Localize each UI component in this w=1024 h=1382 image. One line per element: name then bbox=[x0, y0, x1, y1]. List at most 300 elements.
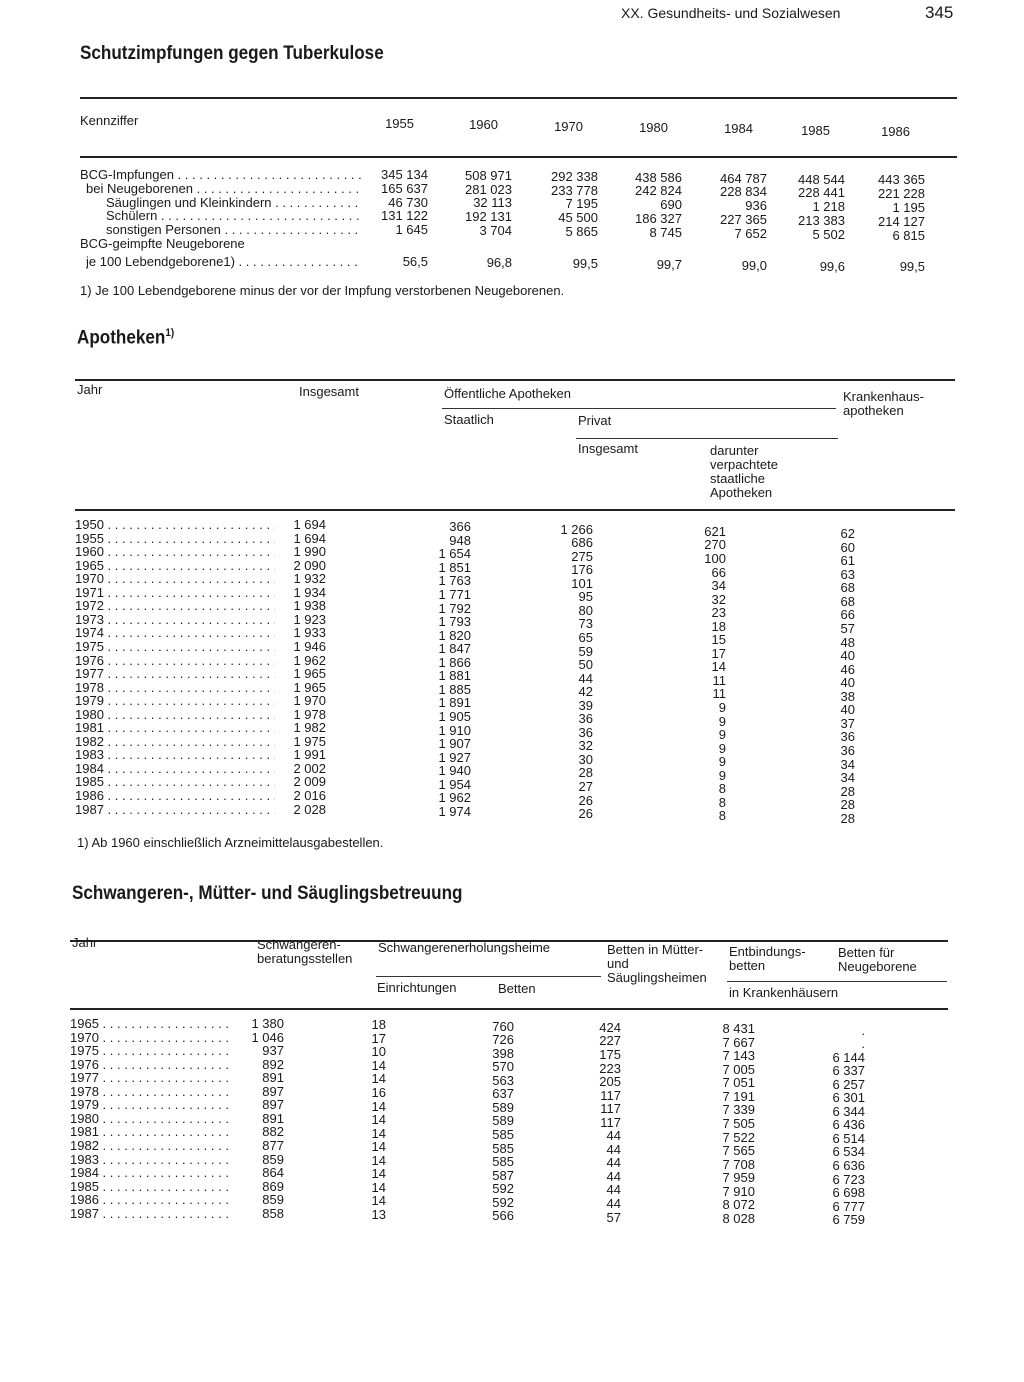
header-rule bbox=[576, 438, 838, 439]
column-header-neugeborene: Betten für Neugeborene bbox=[838, 945, 917, 974]
row-label: 1975 . . . bbox=[75, 640, 275, 654]
table-cell: 438 586 bbox=[635, 169, 682, 185]
table-cell: 14 bbox=[371, 1112, 386, 1128]
table-cell: 1 266 bbox=[560, 521, 593, 537]
column-header-oeffentliche: Öffentliche Apotheken bbox=[444, 386, 571, 401]
table-cell: 44 bbox=[606, 1196, 621, 1212]
table-cell: 1 763 bbox=[438, 573, 471, 589]
table-cell: 227 365 bbox=[720, 211, 767, 227]
table-cell: 14 bbox=[371, 1179, 386, 1195]
table-cell: 3 704 bbox=[479, 223, 512, 239]
table-cell: 8 028 bbox=[722, 1210, 755, 1226]
table-cell: 7 910 bbox=[722, 1183, 755, 1199]
table-cell: 99,5 bbox=[899, 259, 925, 275]
table-cell: 57 bbox=[840, 621, 855, 637]
table-cell: 66 bbox=[840, 607, 855, 623]
table-cell: 1 866 bbox=[438, 654, 471, 670]
table-cell: 40 bbox=[840, 648, 855, 664]
table-cell: 32 bbox=[711, 591, 726, 607]
row-label: 1979 . . . bbox=[70, 1098, 230, 1112]
table-cell: 99,6 bbox=[819, 258, 845, 274]
header-rule bbox=[442, 408, 836, 409]
table-cell: 165 637 bbox=[381, 180, 428, 196]
table-cell: 1 820 bbox=[438, 627, 471, 643]
row-label: 1984 . . . bbox=[70, 1166, 230, 1180]
table-cell: 891 bbox=[262, 1110, 284, 1126]
table-cell: 1 694 bbox=[293, 517, 326, 532]
table-cell: 68 bbox=[840, 593, 855, 609]
column-header-kennziffer: Kennziffer bbox=[80, 113, 139, 128]
row-label: 1984 . . . bbox=[75, 762, 275, 776]
column-header-einrichtungen: Einrichtungen bbox=[377, 980, 457, 995]
table-cell: 36 bbox=[578, 711, 593, 727]
column-header-erholung: Schwangerenerholungsheime bbox=[378, 940, 551, 955]
table-cell: 233 778 bbox=[551, 182, 598, 198]
column-header-jahr: Jahr bbox=[72, 935, 98, 950]
table-rule bbox=[70, 1008, 948, 1010]
table-cell: 1 932 bbox=[293, 571, 326, 587]
table-cell: 44 bbox=[606, 1182, 621, 1198]
table-cell: 7 051 bbox=[722, 1075, 755, 1091]
table-cell: 587 bbox=[492, 1167, 514, 1183]
table-rule bbox=[75, 379, 955, 381]
table-cell: 1 982 bbox=[293, 720, 326, 736]
table-cell: 948 bbox=[449, 532, 471, 548]
table-cell: 227 bbox=[599, 1033, 621, 1049]
table-cell: 7 339 bbox=[722, 1102, 755, 1118]
table-cell: 7 505 bbox=[722, 1116, 755, 1132]
table-cell: 1 965 bbox=[293, 666, 326, 682]
table-cell: 570 bbox=[492, 1059, 514, 1075]
table-cell: 221 228 bbox=[878, 186, 925, 202]
column-header-muetter: Betten in Mütter- und Säuglingsheimen bbox=[607, 942, 707, 985]
table-cell: 26 bbox=[578, 806, 593, 822]
year-header: 1984 bbox=[724, 121, 753, 137]
year-header: 1986 bbox=[881, 123, 910, 139]
table-cell: 40 bbox=[840, 675, 855, 691]
table-cell: 2 090 bbox=[293, 557, 326, 573]
table-cell: 10 bbox=[371, 1044, 386, 1060]
row-label: 1975 . . . bbox=[70, 1044, 230, 1058]
row-label: 1987 . . . bbox=[75, 803, 275, 817]
row-label: 1986 . . . bbox=[70, 1193, 230, 1207]
table-cell: 275 bbox=[571, 548, 593, 564]
table-cell: 223 bbox=[599, 1060, 621, 1076]
table-cell: 18 bbox=[371, 1017, 386, 1033]
table-cell: 44 bbox=[606, 1155, 621, 1171]
table-cell: 46 730 bbox=[388, 194, 428, 210]
table-rule bbox=[75, 509, 955, 511]
row-label: 1983 . . . bbox=[70, 1153, 230, 1167]
table-cell: 877 bbox=[262, 1137, 284, 1153]
table-cell: 17 bbox=[371, 1030, 386, 1046]
table-cell: 11 bbox=[712, 686, 726, 702]
table-cell: 424 bbox=[599, 1019, 621, 1035]
table-cell: 1 771 bbox=[438, 587, 471, 603]
table-cell: 228 834 bbox=[720, 184, 767, 200]
table-cell: 882 bbox=[262, 1124, 284, 1140]
table-cell: 44 bbox=[606, 1141, 621, 1157]
table-cell: 1 934 bbox=[293, 584, 326, 600]
table-cell: 592 bbox=[492, 1181, 514, 1197]
table-cell: 6 144 bbox=[832, 1049, 865, 1065]
table-cell: 14 bbox=[371, 1193, 386, 1209]
table-cell: 99,0 bbox=[741, 257, 767, 273]
row-label: 1981 . . . bbox=[70, 1125, 230, 1139]
row-label: 1965 . . . bbox=[70, 1017, 230, 1031]
table-cell: 1 940 bbox=[438, 763, 471, 779]
table-cell: 891 bbox=[262, 1070, 284, 1086]
table-cell: 859 bbox=[262, 1192, 284, 1208]
year-header: 1960 bbox=[469, 117, 498, 133]
section-title-apotheken bbox=[77, 327, 174, 349]
table-row bbox=[80, 254, 940, 275]
row-label: 1985 . . . bbox=[70, 1180, 230, 1194]
row-label: 1974 . . . bbox=[75, 626, 275, 640]
row-label: 1971 . . . bbox=[75, 586, 275, 600]
table-cell: 34 bbox=[840, 756, 855, 772]
table-cell: 1 885 bbox=[438, 681, 471, 697]
table-cell: 61 bbox=[840, 553, 855, 569]
row-label: 1960 . . . bbox=[75, 545, 275, 559]
table-cell: 44 bbox=[578, 670, 593, 686]
table-row bbox=[80, 222, 940, 243]
table-cell: 7 143 bbox=[722, 1048, 755, 1064]
table-cell: 34 bbox=[711, 578, 726, 594]
table-cell: 270 bbox=[704, 537, 726, 553]
table-cell: 8 072 bbox=[722, 1197, 755, 1213]
table-cell: 213 383 bbox=[798, 212, 845, 228]
table-cell: 42 bbox=[578, 684, 593, 700]
table-cell: 66 bbox=[711, 564, 726, 580]
row-label: 1978 . . . bbox=[70, 1085, 230, 1099]
table-cell: 186 327 bbox=[635, 211, 682, 227]
table-cell: 57 bbox=[606, 1209, 621, 1225]
row-label: 1973 . . . bbox=[75, 613, 275, 627]
table-cell: 1 793 bbox=[438, 614, 471, 630]
table-cell: 6 534 bbox=[832, 1144, 865, 1160]
table-cell: 32 113 bbox=[473, 195, 512, 211]
table-cell: 9 bbox=[718, 740, 726, 756]
table-cell: 1 654 bbox=[438, 546, 471, 562]
table-cell: 9 bbox=[718, 713, 726, 729]
table-cell: 6 257 bbox=[832, 1076, 865, 1092]
row-label: 1970 . . . bbox=[70, 1031, 230, 1045]
table-cell: 36 bbox=[578, 724, 593, 740]
table-cell: 7 667 bbox=[722, 1034, 755, 1050]
table-cell: 8 bbox=[718, 808, 726, 824]
table-cell: 8 431 bbox=[722, 1021, 755, 1037]
table-cell: 1 927 bbox=[438, 749, 471, 765]
table-cell: 936 bbox=[745, 198, 767, 214]
table-cell: 592 bbox=[492, 1194, 514, 1210]
row-label: 1976 . . . bbox=[70, 1058, 230, 1072]
table-cell: 8 bbox=[718, 794, 726, 810]
table-cell: 40 bbox=[840, 702, 855, 718]
row-label: Säuglingen und Kleinkindern . . . bbox=[106, 196, 362, 210]
footnote-marker: 1) bbox=[165, 327, 175, 339]
table-cell: 15 bbox=[711, 632, 726, 648]
table-cell: 34 bbox=[840, 770, 855, 786]
row-label: 1987 . . . bbox=[70, 1207, 230, 1221]
footnote: 1) Ab 1960 einschließlich Arzneimittelausgabestellen. bbox=[77, 835, 384, 850]
table-cell: 14 bbox=[371, 1166, 386, 1182]
table-cell: 858 bbox=[262, 1205, 284, 1221]
table-cell: 80 bbox=[578, 602, 593, 618]
table-cell: 1 218 bbox=[812, 199, 845, 215]
table-cell: 100 bbox=[704, 550, 726, 566]
table-cell: 59 bbox=[578, 643, 593, 659]
table-cell: 65 bbox=[578, 629, 593, 645]
table-cell: 6 723 bbox=[832, 1171, 865, 1187]
title-text: Apotheken bbox=[77, 327, 166, 349]
table-cell: 6 815 bbox=[892, 227, 925, 243]
table-cell: 1 962 bbox=[293, 652, 326, 668]
table-cell: 585 bbox=[492, 1154, 514, 1170]
row-label: 1985 . . . bbox=[75, 775, 275, 789]
table-cell: 1 891 bbox=[438, 695, 471, 711]
row-label: BCG-geimpfte Neugeborene bbox=[80, 237, 245, 251]
table-cell: 7 005 bbox=[722, 1061, 755, 1077]
column-header-entbindung: Entbindungs-betten bbox=[729, 944, 806, 973]
table-cell: 205 bbox=[599, 1074, 621, 1090]
table-cell: 11 bbox=[712, 672, 726, 688]
table-row bbox=[80, 208, 940, 229]
table-cell: 242 824 bbox=[635, 183, 682, 199]
table-cell: 7 652 bbox=[734, 225, 767, 241]
table-cell: 1 195 bbox=[892, 199, 925, 215]
table-cell: 73 bbox=[578, 616, 593, 632]
table-cell: 14 bbox=[371, 1057, 386, 1073]
row-label: 1983 . . . bbox=[75, 748, 275, 762]
table-cell: . bbox=[861, 1036, 865, 1052]
year-header: 1955 bbox=[385, 116, 414, 131]
table-cell: 68 bbox=[840, 580, 855, 596]
table-cell: 6 436 bbox=[832, 1117, 865, 1133]
table-cell: 566 bbox=[492, 1208, 514, 1224]
table-cell: 621 bbox=[704, 523, 726, 539]
table-cell: 30 bbox=[578, 751, 593, 767]
table-cell: 6 337 bbox=[832, 1063, 865, 1079]
row-label: 1986 . . . bbox=[75, 789, 275, 803]
table-cell: 1 847 bbox=[438, 641, 471, 657]
table-cell: 585 bbox=[492, 1126, 514, 1142]
column-header-krankenhaeuser: in Krankenhäusern bbox=[729, 985, 839, 1000]
table-cell: 1 991 bbox=[293, 747, 326, 763]
row-label: 1950 . . . bbox=[75, 518, 275, 532]
table-cell: 214 127 bbox=[878, 213, 925, 229]
table-cell: 7 195 bbox=[565, 196, 598, 212]
table-cell: 9 bbox=[718, 700, 726, 716]
column-header-krankenhaus: Krankenhaus-apotheken bbox=[843, 389, 924, 418]
table-cell: 1 975 bbox=[293, 733, 326, 749]
table-cell: 1 694 bbox=[293, 530, 326, 546]
table-cell: 585 bbox=[492, 1140, 514, 1156]
table-cell: 726 bbox=[492, 1032, 514, 1048]
table-cell: 5 865 bbox=[565, 223, 598, 239]
table-cell: 2 009 bbox=[293, 774, 326, 790]
year-header: 1980 bbox=[639, 119, 668, 135]
table-cell: 8 bbox=[718, 781, 726, 797]
table-cell: 50 bbox=[578, 657, 593, 673]
table-cell: 686 bbox=[571, 535, 593, 551]
table-cell: 14 bbox=[711, 659, 726, 675]
table-cell: 1 923 bbox=[293, 611, 326, 627]
table-cell: 117 bbox=[600, 1101, 621, 1117]
row-label: 1981 . . . bbox=[75, 721, 275, 735]
row-label: je 100 Lebendgeborene1) . . . bbox=[86, 255, 362, 269]
table-cell: 26 bbox=[578, 792, 593, 808]
table-cell: 589 bbox=[492, 1113, 514, 1129]
table-cell: 48 bbox=[840, 634, 855, 650]
row-label: 1980 . . . bbox=[75, 708, 275, 722]
table-cell: 36 bbox=[840, 729, 855, 745]
table-cell: 864 bbox=[262, 1165, 284, 1181]
row-label: bei Neugeborenen . . . bbox=[86, 182, 362, 196]
table-cell: 1 910 bbox=[438, 722, 471, 738]
table-cell: 1 962 bbox=[438, 790, 471, 806]
column-header-staatlich: Staatlich bbox=[444, 412, 494, 427]
table-cell: . bbox=[861, 1022, 865, 1038]
table-cell: 62 bbox=[840, 526, 855, 542]
column-header-beratung: Schwangeren-beratungsstellen bbox=[257, 937, 353, 966]
column-header-jahr: Jahr bbox=[77, 382, 103, 397]
table-cell: 2 002 bbox=[293, 760, 326, 776]
table-cell: 56,5 bbox=[402, 254, 428, 269]
row-label: 1970 . . . bbox=[75, 572, 275, 586]
table-cell: 17 bbox=[711, 645, 726, 661]
table-cell: 1 978 bbox=[293, 706, 326, 722]
table-cell: 6 344 bbox=[832, 1103, 865, 1119]
row-label: 1980 . . . bbox=[70, 1112, 230, 1126]
table-cell: 14 bbox=[371, 1098, 386, 1114]
table-cell: 897 bbox=[262, 1083, 284, 1099]
table-cell: 99,7 bbox=[656, 256, 682, 272]
table-row bbox=[75, 801, 945, 826]
table-cell: 28 bbox=[840, 797, 855, 813]
running-header: XX. Gesundheits- und Sozialwesen bbox=[621, 5, 841, 21]
table-cell: 366 bbox=[449, 519, 471, 535]
table-cell: 44 bbox=[606, 1128, 621, 1144]
column-header-privat: Privat bbox=[578, 413, 612, 428]
table-cell: 345 134 bbox=[381, 167, 428, 182]
table-cell: 32 bbox=[578, 738, 593, 754]
row-label: Schülern . . . bbox=[106, 209, 362, 223]
table-rule bbox=[80, 156, 957, 158]
table-cell: 18 bbox=[711, 618, 726, 634]
table-cell: 6 514 bbox=[832, 1130, 865, 1146]
column-header-darunter: darunter verpachtete staatliche Apotheken bbox=[710, 443, 778, 500]
table-cell: 1 970 bbox=[293, 693, 326, 709]
table-cell: 1 380 bbox=[251, 1016, 284, 1031]
table-cell: 1 881 bbox=[438, 668, 471, 684]
table-cell: 95 bbox=[578, 589, 593, 605]
table-cell: 28 bbox=[840, 783, 855, 799]
table-cell: 1 938 bbox=[293, 598, 326, 614]
table-cell: 176 bbox=[571, 562, 593, 578]
table-cell: 1 645 bbox=[395, 222, 428, 238]
table-cell: 36 bbox=[840, 742, 855, 758]
table-cell: 859 bbox=[262, 1151, 284, 1167]
table-cell: 175 bbox=[599, 1046, 621, 1062]
table-cell: 6 759 bbox=[832, 1212, 865, 1228]
table-cell: 7 565 bbox=[722, 1143, 755, 1159]
table-cell: 1 954 bbox=[438, 776, 471, 792]
table-cell: 28 bbox=[578, 765, 593, 781]
table-cell: 14 bbox=[371, 1071, 386, 1087]
table-cell: 37 bbox=[840, 715, 855, 731]
table-cell: 1 933 bbox=[293, 625, 326, 641]
year-header: 1970 bbox=[554, 118, 583, 134]
table-cell: 117 bbox=[600, 1114, 621, 1130]
table-cell: 6 301 bbox=[832, 1090, 865, 1106]
row-label: 1955 . . . bbox=[75, 532, 275, 546]
table-cell: 464 787 bbox=[720, 170, 767, 186]
footnote: 1) Je 100 Lebendgeborene minus der vor der Impfung verstorbenen Neugeborenen. bbox=[80, 283, 565, 298]
row-label: 1982 . . . bbox=[75, 735, 275, 749]
row-label: 1972 . . . bbox=[75, 599, 275, 613]
table-cell: 14 bbox=[371, 1125, 386, 1141]
table-cell: 5 502 bbox=[812, 226, 845, 242]
table-cell: 1 946 bbox=[293, 638, 326, 654]
table-cell: 589 bbox=[492, 1099, 514, 1115]
table-cell: 13 bbox=[371, 1206, 386, 1222]
year-header: 1985 bbox=[801, 122, 830, 138]
table-cell: 869 bbox=[262, 1178, 284, 1194]
table-cell: 9 bbox=[718, 767, 726, 783]
column-header-privat-insgesamt: Insgesamt bbox=[578, 441, 638, 456]
row-label: 1978 . . . bbox=[75, 681, 275, 695]
table-cell: 1 905 bbox=[438, 708, 471, 724]
table-cell: 1 965 bbox=[293, 679, 326, 695]
row-label: BCG-Impfungen . . . bbox=[80, 168, 362, 182]
column-header-betten: Betten bbox=[498, 981, 536, 996]
table-cell: 7 708 bbox=[722, 1156, 755, 1172]
row-label: sonstigen Personen . . . bbox=[106, 223, 362, 237]
table-row bbox=[80, 237, 940, 251]
table-cell: 7 959 bbox=[722, 1170, 755, 1186]
table-cell: 6 777 bbox=[832, 1198, 865, 1214]
table-cell: 131 122 bbox=[381, 208, 428, 224]
table-cell: 44 bbox=[606, 1168, 621, 1184]
table-cell: 7 522 bbox=[722, 1129, 755, 1145]
table-cell: 1 907 bbox=[438, 736, 471, 752]
page-number: 345 bbox=[925, 3, 954, 22]
section-title-tuberkulose: Schutzimpfungen gegen Tuberkulose bbox=[80, 43, 384, 64]
table-cell: 8 745 bbox=[649, 224, 682, 240]
table-cell: 192 131 bbox=[465, 209, 512, 225]
table-cell: 448 544 bbox=[798, 171, 845, 187]
table-cell: 443 365 bbox=[878, 172, 925, 188]
table-cell: 1 851 bbox=[438, 559, 471, 575]
table-cell: 1 990 bbox=[293, 544, 326, 560]
table-cell: 39 bbox=[578, 697, 593, 713]
row-label: 1977 . . . bbox=[70, 1071, 230, 1085]
table-cell: 9 bbox=[718, 727, 726, 743]
table-cell: 14 bbox=[371, 1152, 386, 1168]
table-cell: 937 bbox=[262, 1043, 284, 1059]
table-cell: 2 028 bbox=[293, 801, 326, 817]
table-cell: 637 bbox=[492, 1086, 514, 1102]
header-rule bbox=[376, 976, 601, 977]
table-cell: 101 bbox=[571, 575, 593, 591]
table-cell: 1 046 bbox=[251, 1029, 284, 1045]
row-label: 1982 . . . bbox=[70, 1139, 230, 1153]
table-cell: 9 bbox=[718, 754, 726, 770]
section-title-schwangeren: Schwangeren-, Mütter- und Säuglingsbetreuung bbox=[72, 883, 463, 904]
header-rule bbox=[727, 981, 947, 982]
table-cell: 398 bbox=[492, 1045, 514, 1061]
